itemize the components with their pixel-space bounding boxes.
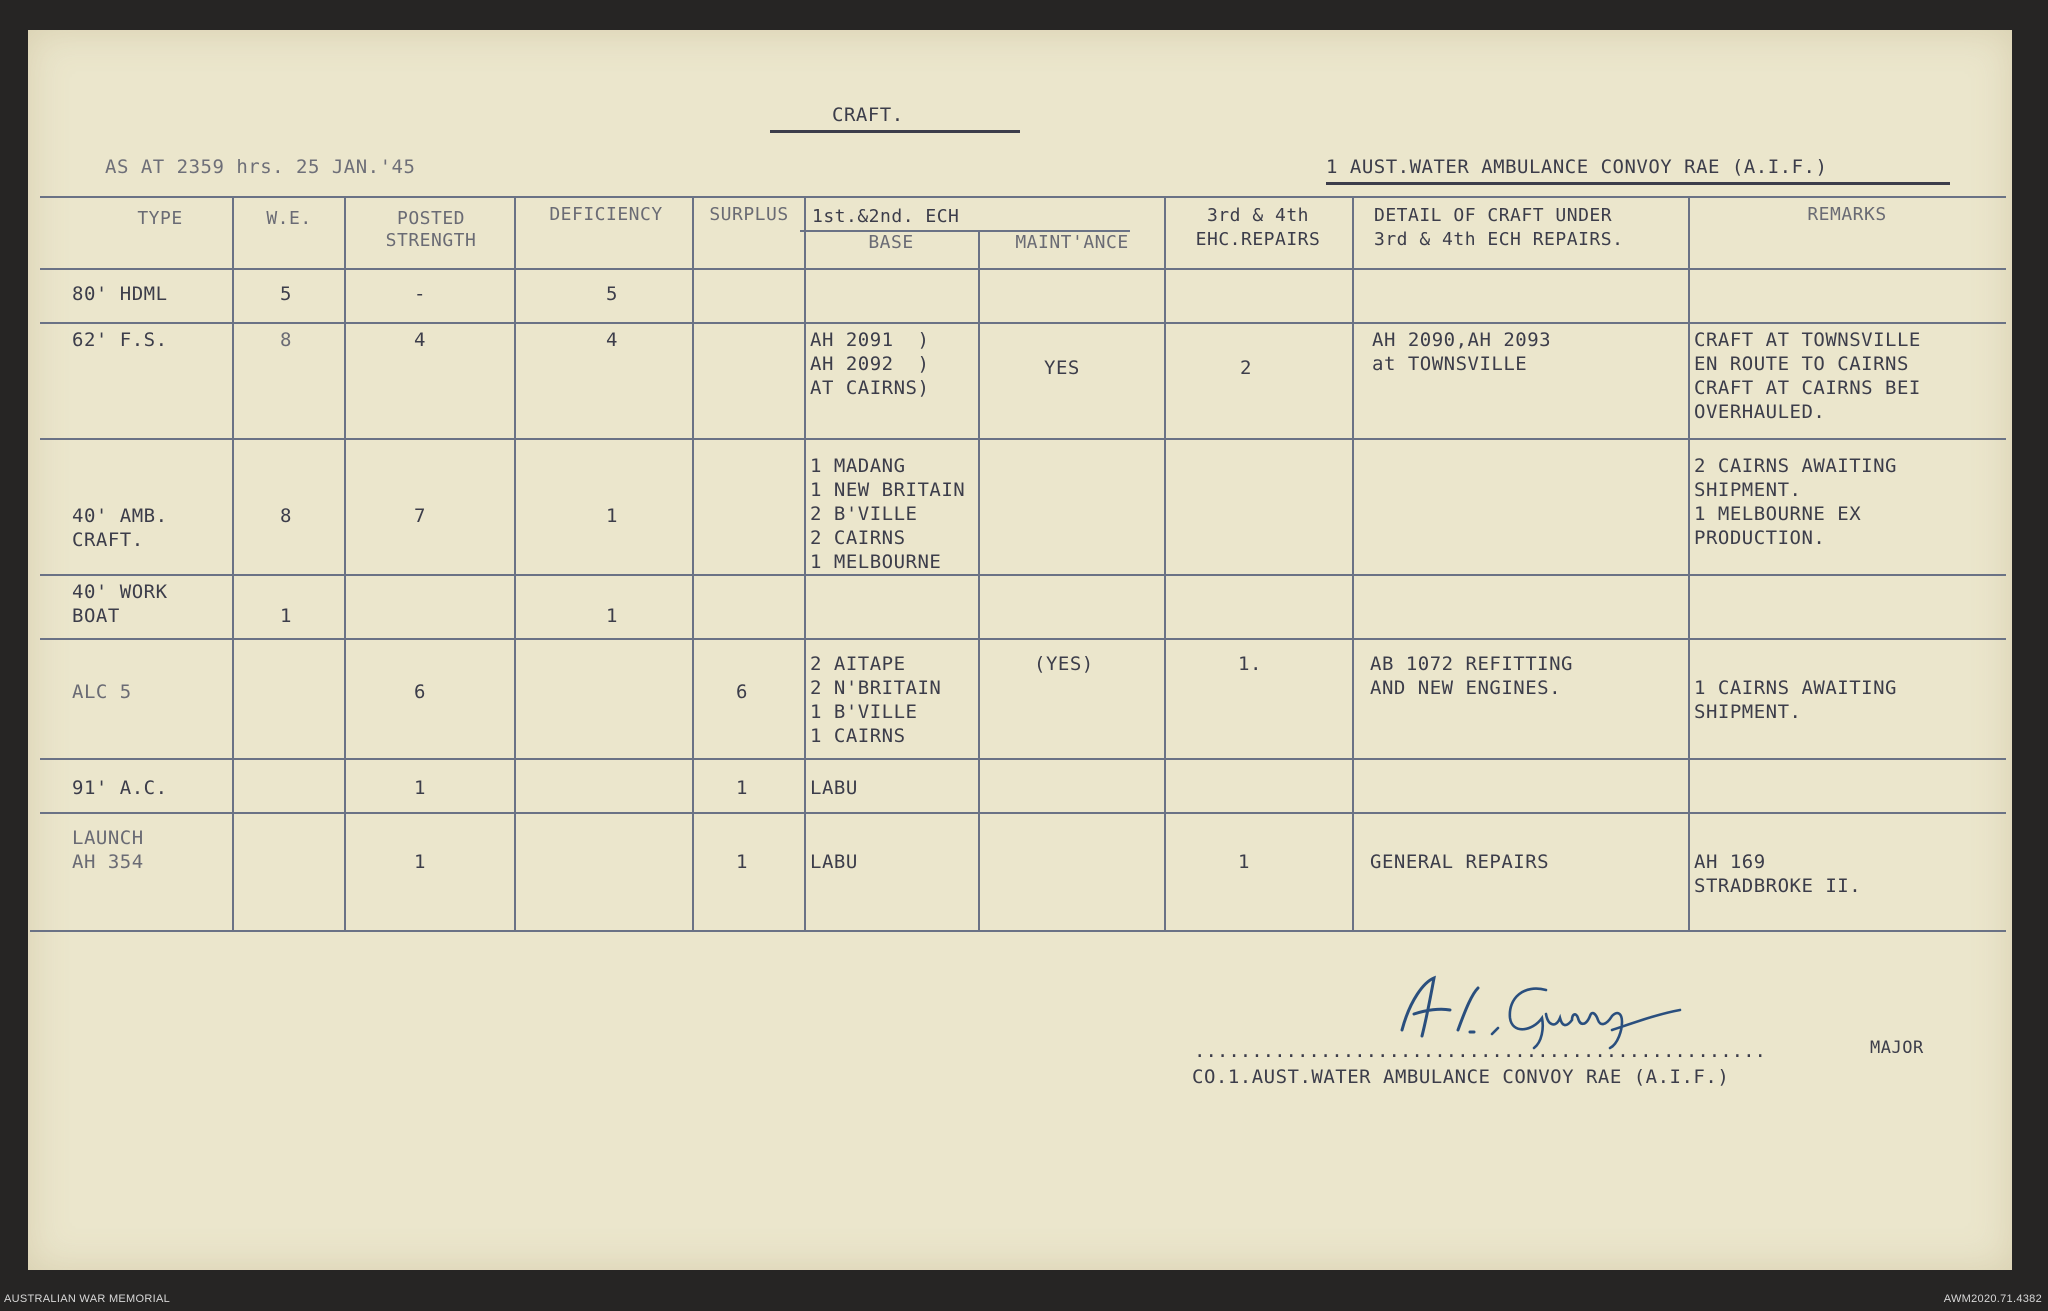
table-cell-we: 5 [280,283,292,305]
table-cell-remarks: CRAFT AT TOWNSVILLE EN ROUTE TO CAIRNS CRAFT AT CAIRNS BEI OVERHAULED. [1694,329,1921,423]
signature-title: CO.1.AUST.WATER AMBULANCE CONVOY RAE (A.I.F.) [1192,1066,1730,1088]
table-cell-type: LAUNCH AH 354 [72,827,144,873]
unit-name: 1 AUST.WATER AMBULANCE CONVOY RAE (A.I.F.) [1326,156,1828,178]
column-divider [344,196,346,930]
table-cell-base: LABU [810,851,858,873]
column-divider [804,196,806,930]
table-cell-remarks: 1 CAIRNS AWAITING SHIPMENT. [1694,677,1897,723]
table-cell-posted: 7 [414,505,426,527]
header-remarks: REMARKS [1807,204,1887,225]
table-cell-type: ALC 5 [72,681,132,703]
table-cell-remarks: 2 CAIRNS AWAITING SHIPMENT. 1 MELBOURNE EX PRODUCTION. [1694,455,1897,549]
table-cell-surplus: 1 [736,777,748,799]
table-cell-posted: 6 [414,681,426,703]
row-divider [40,812,2006,814]
table-cell-detail: AH 2090,AH 2093 at TOWNSVILLE [1372,329,1552,375]
table-cell-we: 8 [280,505,292,527]
table-cell-detail: AB 1072 REFITTING AND NEW ENGINES. [1370,653,1573,699]
table-cell-we: 1 [280,605,292,627]
table-cell-detail: GENERAL REPAIRS [1370,851,1550,873]
table-cell-deficiency: 4 [606,329,618,351]
row-divider [40,322,2006,324]
header-posted-strength: POSTED STRENGTH [385,208,477,251]
table-cell-type: 62' F.S. [72,329,168,351]
table-cell-deficiency: 5 [606,283,618,305]
header-surplus: SURPLUS [709,204,789,225]
as-at-date: AS AT 2359 hrs. 25 JAN.'45 [105,156,416,178]
table-cell-base: 2 AITAPE 2 N'BRITAIN 1 B'VILLE 1 CAIRNS [810,653,942,747]
signature-dotted-line: .................................................. [1194,1040,1766,1062]
row-divider [40,758,2006,760]
footer-accession-number: AWM2020.71.4382 [1943,1293,2042,1305]
table-cell-posted: 4 [414,329,426,351]
column-divider [1164,196,1166,930]
header-repairs: 3rd & 4th EHC.REPAIRS [1195,205,1321,250]
column-divider [1688,196,1690,930]
table-cell-base: 1 MADANG 1 NEW BRITAIN 2 B'VILLE 2 CAIRNS 1 MELBOURNE [810,455,966,573]
row-divider [40,438,2006,440]
table-cell-type: 40' WORK BOAT [72,581,168,627]
row-divider [40,638,2006,640]
table-cell-base: LABU [810,777,858,799]
footer-credit: AUSTRALIAN WAR MEMORIAL [4,1293,171,1305]
column-divider [1352,196,1354,930]
table-cell-maint: (YES) [1034,653,1094,675]
table-cell-base: AH 2091 ) AH 2092 ) AT CAIRNS) [810,329,930,399]
table-cell-deficiency: 1 [606,505,618,527]
header-base: BASE [868,232,914,253]
signature-rank: MAJOR [1870,1038,1924,1058]
header-detail: DETAIL OF CRAFT UNDER 3rd & 4th ECH REPAIRS. [1374,205,1624,250]
title-underline [770,130,1020,133]
column-divider [514,196,516,930]
table-top-line [40,196,2006,198]
table-cell-type: 80' HDML [72,283,168,305]
table-cell-repairs: 1 [1238,851,1250,873]
table-bottom-line [30,930,2006,932]
header-deficiency: DEFICIENCY [549,204,663,225]
table-cell-posted: 1 [414,851,426,873]
table-cell-surplus: 1 [736,851,748,873]
table-cell-type: 40' AMB. CRAFT. [72,505,168,551]
table-cell-repairs: 2 [1240,357,1252,379]
table-cell-surplus: 6 [736,681,748,703]
table-cell-posted: 1 [414,777,426,799]
column-divider [978,232,980,930]
header-maintance: MAINT'ANCE [1015,232,1129,253]
row-divider [40,574,2006,576]
header-type: TYPE [137,208,183,229]
header-we: W.E. [266,208,312,229]
table-cell-repairs: 1. [1238,653,1262,675]
column-divider [232,196,234,930]
table-cell-maint: YES [1044,357,1080,379]
table-cell-type: 91' A.C. [72,777,168,799]
table-cell-posted: - [414,283,426,305]
header-ech-group: 1st.&2nd. ECH [812,206,960,227]
table-cell-remarks: AH 169 STRADBROKE II. [1694,851,1862,897]
unit-underline [1326,182,1950,185]
document-title: CRAFT. [832,104,904,126]
table-cell-deficiency: 1 [606,605,618,627]
column-divider [692,196,694,930]
table-cell-we: 8 [280,329,292,351]
header-bottom-line [40,268,2006,270]
